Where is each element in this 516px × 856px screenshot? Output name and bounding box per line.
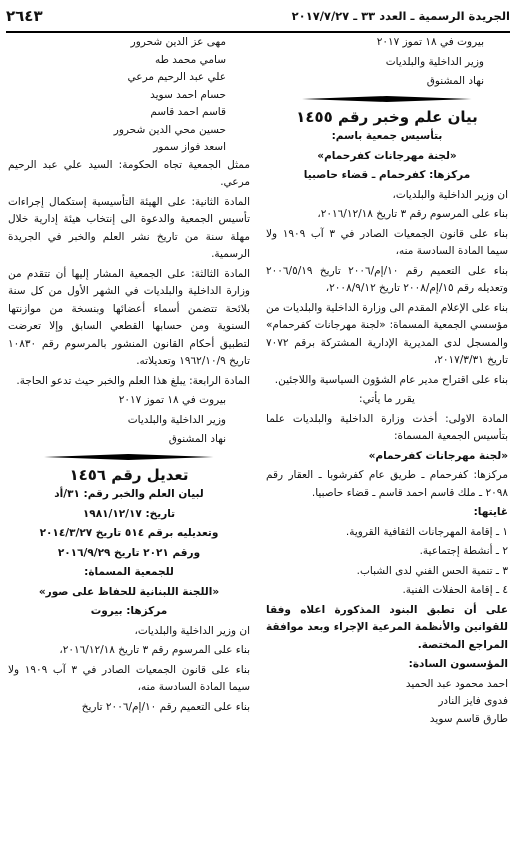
founders-list-continued [8,34,250,157]
right-column [266,34,508,728]
founder-name: مهى عز الدين شحرور [130,36,226,48]
signature-line: نهاد المشنوق [168,433,226,445]
paragraph: بناء على اقتراح مدير عام الشؤون السياسية واللاجئين. [274,373,508,386]
page-header [6,4,510,33]
amendment-line: ورقم ٢٠٢١ تاريخ ٢٠١٦/٩/٢٩ [57,546,201,559]
paragraph: بناء على التعميم رقم ١٠/إم/٢٠٠٦ تاريخ [81,700,250,713]
founders-list [266,676,508,729]
separator-ornament [302,96,471,102]
amendment-line: وتعديليه برقم ٥١٤ تاريخ ٢٠١٤/٣/٢٧ [39,527,219,539]
decides-heading: يقرر ما يأتي: [359,393,415,405]
association-hq: مركزها: كفرحمام ـ قضاء حاصبيا [303,169,471,181]
signature-line: بيروت في ١٨ تموز ٢٠١٧ [376,36,484,48]
hq-details: مركزها: كفرحمام ـ طريق عام كفرشوبا ـ العقار رقم ٢٠٩٨ ـ ملك قاسم احمد قاسم ـ قضاء حاصبيا. [266,469,508,499]
association-name: «لجنة مهرجانات كفرحمام» [317,149,457,162]
paragraph: ان وزير الداخلية والبلديات، [134,624,250,637]
paragraph: بناء على المرسوم رقم ٣ تاريخ ٢٠١٦/١٢/١٨، [317,208,508,220]
founder-name: علي عبد الرحيم مرعي [127,71,226,83]
amendment-line: لبيان العلم والخبر رقم: ٣١/أد [54,488,204,500]
gazette-title: الجريدة الرسمية ـ العدد ٣٣ ـ ٢٠١٧/٧/٢٧ [291,9,510,23]
paragraph: ان وزير الداخلية والبلديات، [392,188,508,201]
closing-signature [8,392,250,449]
goal-item: ٣ ـ تنمية الحس الفني لدى الشباب. [356,564,508,577]
paragraph: بناء على قانون الجمعيات الصادر في ٣ آب ١٩٠٩ ولا سيما المادة السادسة منه، [8,663,250,693]
page-number: ٢٦٤٣ [6,7,43,25]
amendment-line: مركزها: بيروت [90,605,168,617]
goal-item: ١ ـ إقامة المهرجانات الثقافية القروية. [345,525,508,538]
amendment-line: للجمعية المسماة: [84,566,174,578]
paragraph: بناء على التعميم رقم ١٠/إم/٢٠٠٦ تاريخ ٢٠٠٦/٥/١٩ وتعديله رقم ١٥/إم/٢٠٠٨ تاريخ ٢٠٠٨/٩/١٢، [266,264,508,294]
article-1: المادة الاولى: أخذت وزارة الداخلية والبلديات علما بتأسيس الجمعية المسماة: [266,412,508,442]
amendment-title: تعديل رقم ١٤٥٦ [69,465,189,484]
statement-subtitle: بتأسيس جمعية باسم: [331,130,443,142]
goal-item: ٢ ـ أنشطة إجتماعية. [419,545,508,557]
founders-label: المؤسسون السادة: [408,658,508,670]
signature-line: نهاد المشنوق [426,75,484,87]
left-column [8,34,250,718]
signature-line: بيروت في ١٨ تموز ٢٠١٧ [118,394,226,406]
amendment-line: «اللجنة اللبنانية للحفاظ على صور» [38,585,220,598]
founder-name: اسعد فواز سمور [153,141,226,153]
amendment-line: تاريخ: ١٩٨١/١٢/١٧ [82,507,176,520]
founder-name: فدوى فايز النادر [438,695,508,707]
government-representative: ممثل الجمعية تجاه الحكومة: السيد علي عبد الرحيم مرعي. [8,158,250,188]
founder-name: حسام احمد سويد [150,88,226,101]
paragraph: بناء على قانون الجمعيات الصادر في ٣ آب ١٩٠٩ ولا سيما المادة السادسة منه، [266,227,508,257]
assoc-name-repeat: «لجنة مهرجانات كفرحمام» [368,449,508,462]
goal-item: ٤ ـ إقامة الحفلات الفنية. [402,584,508,596]
goals-label: غايتها: [473,506,508,518]
founder-name: طارق قاسم سويد [429,712,508,725]
article-4: المادة الرابعة: يبلغ هذا العلم والخبر حيث تدعو الحاجة. [16,374,250,387]
conditions-note: على أن تطبق البنود المذكورة اعلاه وفقا للقوانين والأنظمة المرعية الإجراء وبعد موافقة المراجع المختصة. [266,603,508,651]
article-3: المادة الثالثة: على الجمعية المشار إليها أن تتقدم من وزارة الداخلية والبلديات في الشهر الأول من كل سنة بلائحة تتضمن أسماء أعضائها وبنسخة من موازنتها السنوية ومن حسابها القطعي السابق وإلا تعرضت لتطبيق أحكام القانون المنشور بالمرسوم رقم ١٠٨٣٠ تاريخ ١٩٦٢/١٠/٩ وتعديلاته. [8,267,250,367]
paragraph: بناء على المرسوم رقم ٣ تاريخ ٢٠١٦/١٢/١٨، [59,644,250,656]
separator-ornament [44,454,213,460]
founder-name: احمد محمود عبد الحميد [405,677,508,690]
founder-name: سامي محمد طه [154,53,226,66]
statement-title: بيان علم وخبر رقم ١٤٥٥ [296,107,478,126]
signature-line: وزير الداخلية والبلديات [127,413,226,426]
signature-line: وزير الداخلية والبلديات [385,55,484,68]
founder-name: حسين محي الدين شحرور [113,123,226,136]
founder-name: قاسم احمد قاسم [150,106,226,118]
opening-signature [266,34,508,91]
article-2: المادة الثانية: على الهيئة التأسيسية إستكمال إجراءات تأسيس الجمعية والدعوة الى إنتخاب هيئة إدارية خلال مهلة سنة من تاريخ نشر العلم والخبر في الجريدة الرسمية. [8,195,250,260]
paragraph: بناء على الإعلام المقدم الى وزارة الداخلية والبلديات من مؤسسي الجمعية المسماة: «لجنة مهرجانات كفرحمام» والمسجل لدى المديرية الإدارية المشتركة برقم ٧٠٧٢ تاريخ ٢٠١٧/٣/٣١، [266,301,508,366]
